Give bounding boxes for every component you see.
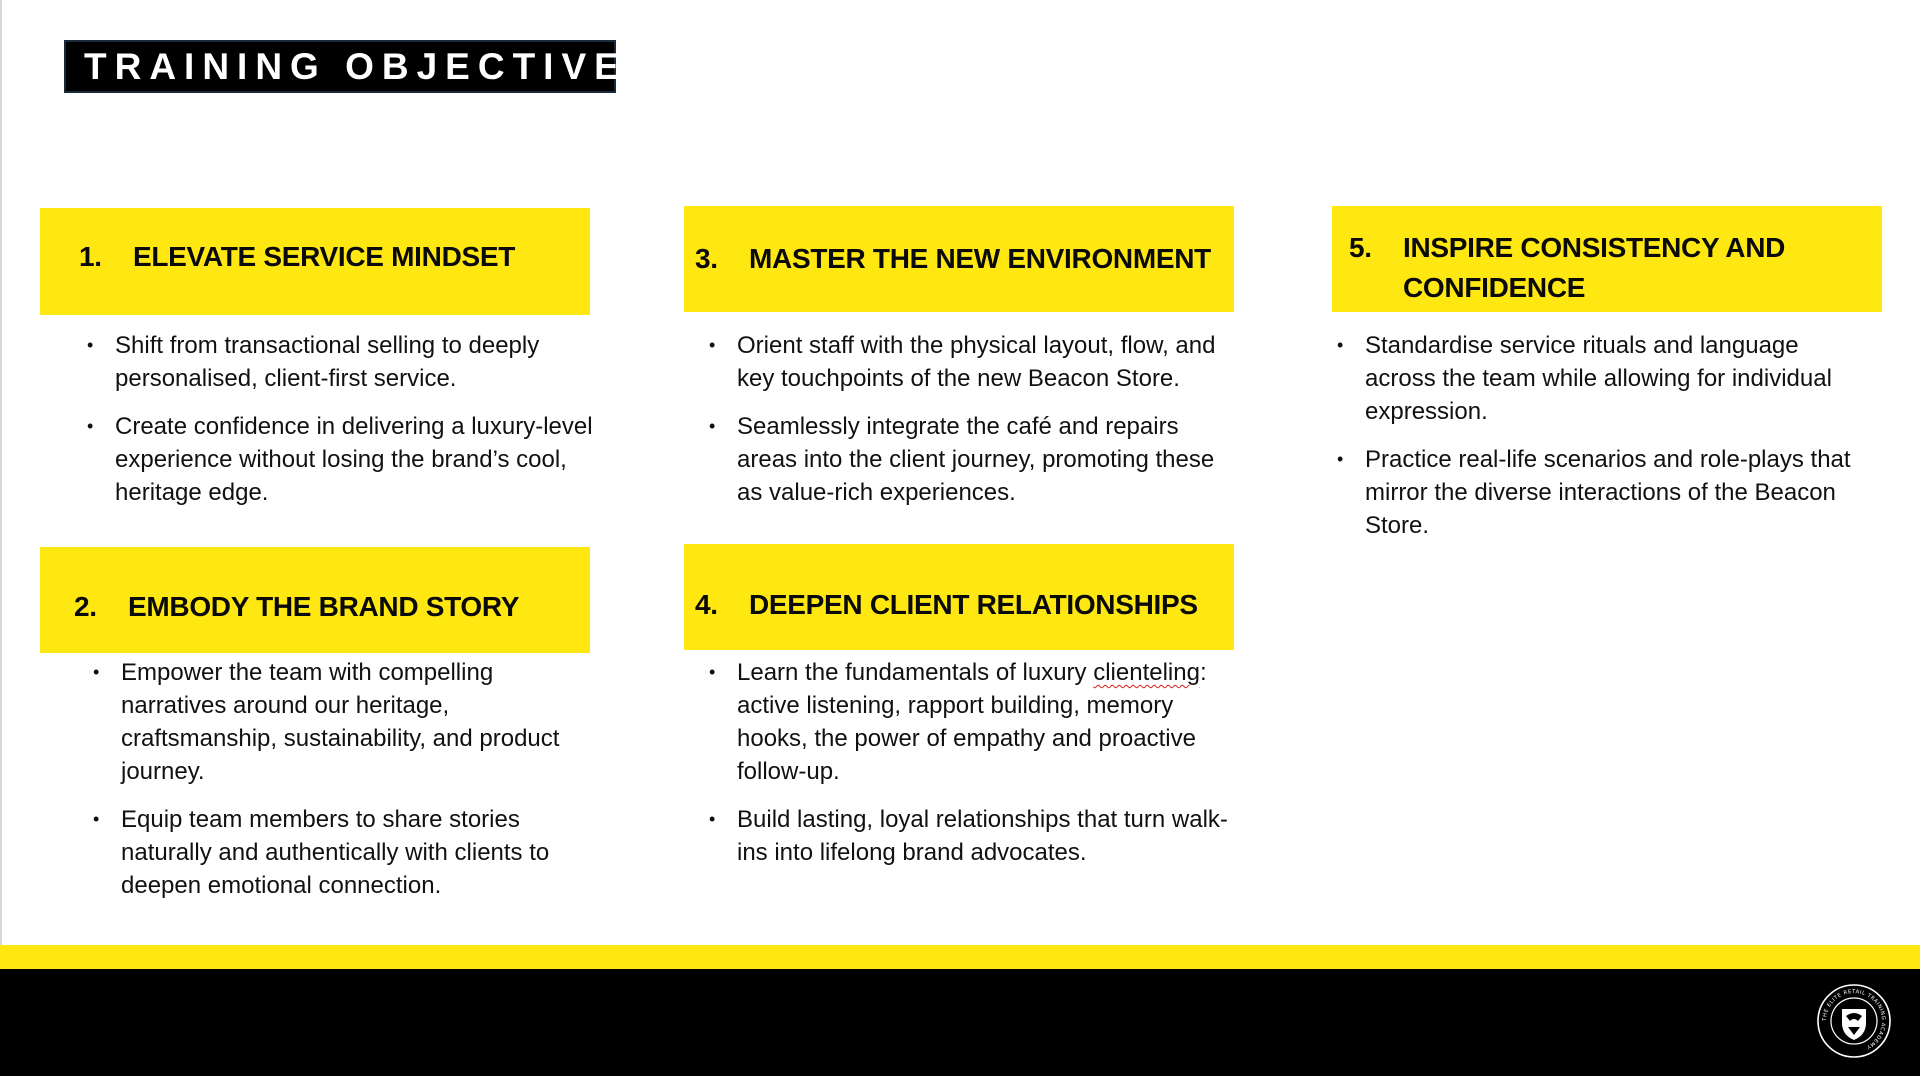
objective-5-title-text: INSPIRE CONSISTENCY AND CONFIDENCE	[1403, 232, 1786, 303]
objective-5-bullets	[1330, 329, 1860, 557]
bullet-text: Empower the team with compelling narratives around our heritage, craftsmanship, sustainability, and product journey.	[121, 659, 560, 785]
bullet-text: Equip team members to share stories naturally and authentically with clients to deepen emotional connection.	[121, 806, 550, 899]
bullet-text: Build lasting, loyal relationships that turn walk-ins into lifelong brand advocates.	[737, 806, 1228, 866]
bullet-text: Create confidence in delivering a luxury-level experience without losing the brand’s cool, heritage edge.	[115, 413, 593, 506]
objective-2-bullets	[86, 656, 596, 917]
objective-1-title	[79, 237, 573, 277]
objective-1-number: 1.	[79, 241, 102, 272]
bullet-icon: •	[93, 809, 100, 829]
bullet-icon: •	[709, 335, 716, 355]
bullet-text-part: Learn the fundamentals of luxury	[737, 659, 1094, 686]
objective-3-title	[695, 239, 1229, 279]
bullet-text	[737, 659, 1207, 785]
bullet-text: Seamlessly integrate the café and repairs areas into the client journey, promoting these as value-rich experiences.	[737, 413, 1215, 506]
footer-yellow-band	[0, 945, 1920, 969]
spellcheck-flagged-word[interactable]: clienteling	[1093, 659, 1200, 686]
list-item	[702, 803, 1242, 869]
bullet-text-part: : active listening, rapport building, memory hooks, the power of empathy and proactive follow-up.	[737, 659, 1207, 785]
list-item	[1330, 443, 1860, 542]
list-item	[80, 410, 600, 509]
bullet-icon: •	[87, 416, 94, 436]
footer-black-band	[0, 969, 1920, 1076]
bullet-text: Orient staff with the physical layout, flow, and key touchpoints of the new Beacon Store.	[737, 332, 1216, 392]
academy-seal-icon	[1816, 983, 1892, 1059]
title-banner	[64, 40, 660, 93]
bullet-icon: •	[93, 662, 100, 682]
objective-3-number: 3.	[695, 243, 718, 274]
list-item	[702, 656, 1242, 788]
bullet-icon: •	[709, 416, 716, 436]
objective-1-bullets	[80, 329, 600, 524]
objective-5-title	[1349, 228, 1823, 308]
bullet-icon: •	[87, 335, 94, 355]
list-item	[702, 410, 1242, 509]
objective-3-title-text: MASTER THE NEW ENVIRONMENT	[749, 243, 1211, 274]
bullet-icon: •	[1337, 449, 1344, 469]
bullet-icon: •	[709, 662, 716, 682]
list-item	[86, 656, 596, 788]
bullet-text: Shift from transactional selling to deeply personalised, client-first service.	[115, 332, 540, 392]
list-item	[86, 803, 596, 902]
bullet-icon: •	[1337, 335, 1344, 355]
bullet-text: Practice real-life scenarios and role-plays that mirror the diverse interactions of the Beacon Store.	[1365, 446, 1851, 539]
objective-4-title	[695, 585, 1229, 625]
slide-left-edge	[0, 0, 2, 945]
bullet-icon: •	[709, 809, 716, 829]
objective-1-title-text: ELEVATE SERVICE MINDSET	[133, 241, 516, 272]
objective-5-number: 5.	[1349, 232, 1372, 263]
page-title: TRAINING OBJECTIVES	[84, 45, 660, 87]
objective-4-title-text: DEEPEN CLIENT RELATIONSHIPS	[749, 589, 1198, 620]
list-item	[80, 329, 600, 395]
objective-2-title	[74, 587, 578, 627]
objective-2-title-text: EMBODY THE BRAND STORY	[128, 591, 520, 622]
bullet-text: Standardise service rituals and language across the team while allowing for individual expression.	[1365, 332, 1832, 425]
objective-4-number: 4.	[695, 589, 718, 620]
list-item	[1330, 329, 1860, 428]
objective-2-number: 2.	[74, 591, 97, 622]
objective-4-bullets	[702, 656, 1242, 884]
list-item	[702, 329, 1242, 395]
seal-text-path: THE ELITE RETAIL TRAINING ACADEMY	[1821, 988, 1887, 1050]
objective-3-bullets	[702, 329, 1242, 524]
